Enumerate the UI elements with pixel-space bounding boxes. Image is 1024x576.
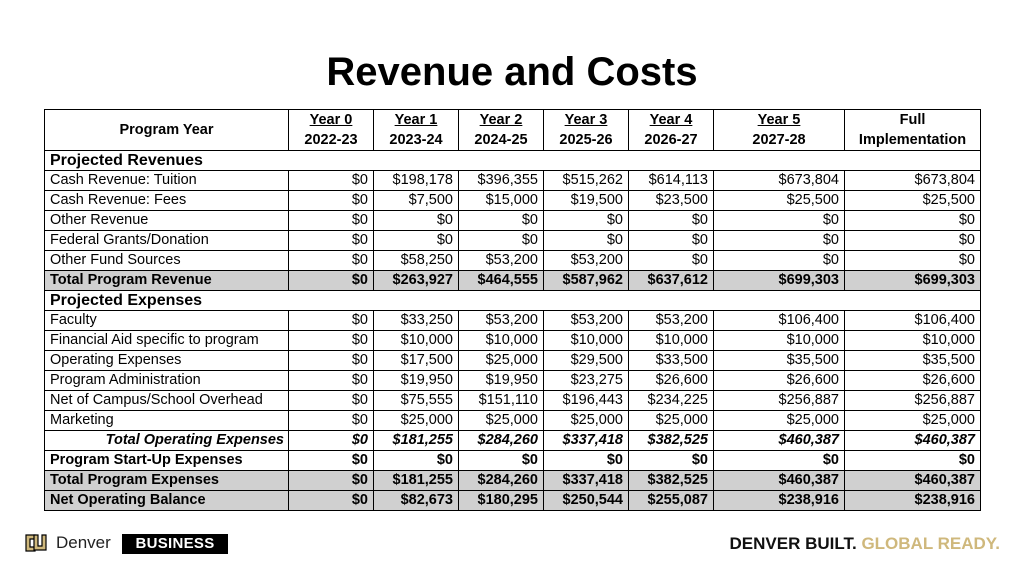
row-value: $284,260	[459, 471, 544, 491]
row-value: $25,500	[714, 191, 845, 211]
row-value: $23,500	[629, 191, 714, 211]
row-value: $82,673	[374, 491, 459, 511]
table-row	[45, 211, 981, 231]
row-value: $0	[845, 231, 981, 251]
row-value: $10,000	[714, 331, 845, 351]
row-label: Financial Aid specific to program	[45, 331, 289, 351]
row-value: $19,950	[459, 371, 544, 391]
row-label: Other Revenue	[45, 211, 289, 231]
row-value: $250,544	[544, 491, 629, 511]
row-value: $673,804	[714, 171, 845, 191]
row-value: $7,500	[374, 191, 459, 211]
section-heading: Projected Expenses	[45, 291, 981, 311]
row-value: $181,255	[374, 471, 459, 491]
row-value: $0	[289, 411, 374, 431]
row-value: $106,400	[845, 311, 981, 331]
campus-name: Denver	[56, 533, 111, 552]
row-label: Cash Revenue: Fees	[45, 191, 289, 211]
row-value: $0	[629, 251, 714, 271]
row-label: Other Fund Sources	[45, 251, 289, 271]
row-label: Faculty	[45, 311, 289, 331]
row-value: $396,355	[459, 171, 544, 191]
row-value: $238,916	[714, 491, 845, 511]
row-value: $0	[845, 251, 981, 271]
page-title: Revenue and Costs	[326, 50, 698, 94]
row-value: $337,418	[544, 431, 629, 451]
row-value: $699,303	[714, 271, 845, 291]
row-value: $58,250	[374, 251, 459, 271]
row-value: $53,200	[459, 311, 544, 331]
row-value: $673,804	[845, 171, 981, 191]
row-value: $10,000	[459, 331, 544, 351]
row-value: $0	[289, 191, 374, 211]
row-value: $181,255	[374, 431, 459, 451]
net-balance-row	[45, 491, 981, 511]
row-value: $33,250	[374, 311, 459, 331]
row-value: $10,000	[845, 331, 981, 351]
row-value: $464,555	[459, 271, 544, 291]
row-value: $25,000	[459, 351, 544, 371]
header-row	[45, 110, 981, 151]
row-value: $0	[289, 491, 374, 511]
row-value: $151,110	[459, 391, 544, 411]
row-value: $0	[289, 211, 374, 231]
row-value: $17,500	[374, 351, 459, 371]
row-value: $0	[544, 231, 629, 251]
revenue-costs-table	[44, 109, 981, 511]
business-badge: BUSINESS	[122, 534, 228, 554]
row-value: $196,443	[544, 391, 629, 411]
row-value: $106,400	[714, 311, 845, 331]
row-value: $198,178	[374, 171, 459, 191]
column-header: Year 2 2024-25	[459, 110, 544, 151]
row-value: $587,962	[544, 271, 629, 291]
row-value: $0	[629, 451, 714, 471]
total-revenue-row	[45, 271, 981, 291]
tagline-part1: DENVER BUILT.	[729, 534, 857, 553]
row-label: Total Operating Expenses	[45, 431, 289, 451]
row-label: Marketing	[45, 411, 289, 431]
row-value: $0	[289, 271, 374, 291]
row-value: $0	[374, 211, 459, 231]
total-expenses-row	[45, 471, 981, 491]
row-value: $0	[459, 451, 544, 471]
row-value: $0	[845, 451, 981, 471]
row-label: Net Operating Balance	[45, 491, 289, 511]
row-value: $614,113	[629, 171, 714, 191]
section-expenses	[45, 291, 981, 311]
tagline	[730, 533, 1000, 555]
row-value: $0	[374, 231, 459, 251]
row-label: Program Start-Up Expenses	[45, 451, 289, 471]
row-value: $0	[289, 231, 374, 251]
column-header: Year 3 2025-26	[544, 110, 629, 151]
table-row	[45, 391, 981, 411]
row-value: $515,262	[544, 171, 629, 191]
row-value: $35,500	[714, 351, 845, 371]
row-value: $460,387	[714, 431, 845, 451]
column-header: Year 4 2026-27	[629, 110, 714, 151]
row-value: $0	[629, 231, 714, 251]
table-row	[45, 311, 981, 331]
table-row	[45, 231, 981, 251]
row-value: $53,200	[459, 251, 544, 271]
row-value: $0	[714, 211, 845, 231]
row-value: $0	[629, 211, 714, 231]
row-value: $25,000	[714, 411, 845, 431]
row-value: $256,887	[714, 391, 845, 411]
row-value: $15,000	[459, 191, 544, 211]
row-value: $0	[289, 311, 374, 331]
row-value: $0	[289, 171, 374, 191]
row-value: $0	[714, 251, 845, 271]
table-row	[45, 251, 981, 271]
row-value: $0	[459, 211, 544, 231]
row-label: Federal Grants/Donation	[45, 231, 289, 251]
row-value: $460,387	[845, 471, 981, 491]
row-label: Program Administration	[45, 371, 289, 391]
row-value: $263,927	[374, 271, 459, 291]
row-value: $284,260	[459, 431, 544, 451]
row-value: $75,555	[374, 391, 459, 411]
row-label: Total Program Expenses	[45, 471, 289, 491]
row-value: $19,950	[374, 371, 459, 391]
row-value: $26,600	[714, 371, 845, 391]
row-value: $637,612	[629, 271, 714, 291]
cu-denver-logo	[22, 530, 111, 556]
row-label: Operating Expenses	[45, 351, 289, 371]
row-value: $26,600	[845, 371, 981, 391]
row-value: $19,500	[544, 191, 629, 211]
startup-row	[45, 451, 981, 471]
row-value: $25,500	[845, 191, 981, 211]
table-row	[45, 331, 981, 351]
section-revenues	[45, 151, 981, 171]
cu-logo-icon	[22, 530, 48, 556]
row-value: $337,418	[544, 471, 629, 491]
row-value: $382,525	[629, 431, 714, 451]
row-value: $234,225	[629, 391, 714, 411]
row-value: $256,887	[845, 391, 981, 411]
row-value: $0	[289, 331, 374, 351]
row-value: $460,387	[845, 431, 981, 451]
row-value: $25,000	[544, 411, 629, 431]
row-value: $29,500	[544, 351, 629, 371]
row-value: $25,000	[845, 411, 981, 431]
row-value: $0	[289, 351, 374, 371]
table-row	[45, 411, 981, 431]
column-header: Full Implementation	[845, 110, 981, 151]
column-header: Year 5 2027-28	[714, 110, 845, 151]
row-label: Net of Campus/School Overhead	[45, 391, 289, 411]
row-label: Total Program Revenue	[45, 271, 289, 291]
row-value: $180,295	[459, 491, 544, 511]
row-value: $23,275	[544, 371, 629, 391]
row-value: $0	[289, 371, 374, 391]
row-value: $382,525	[629, 471, 714, 491]
row-value: $25,000	[374, 411, 459, 431]
row-value: $53,200	[629, 311, 714, 331]
row-value: $0	[374, 451, 459, 471]
row-value: $25,000	[459, 411, 544, 431]
row-value: $699,303	[845, 271, 981, 291]
column-header: Year 0 2022-23	[289, 110, 374, 151]
row-value: $0	[459, 231, 544, 251]
table-row	[45, 371, 981, 391]
program-year-header: Program Year	[45, 110, 289, 151]
row-value: $0	[714, 451, 845, 471]
table-row	[45, 351, 981, 371]
row-value: $25,000	[629, 411, 714, 431]
row-value: $0	[289, 451, 374, 471]
row-value: $10,000	[374, 331, 459, 351]
tagline-part2: GLOBAL READY.	[861, 534, 1000, 553]
row-label: Cash Revenue: Tuition	[45, 171, 289, 191]
row-value: $0	[845, 211, 981, 231]
row-value: $460,387	[714, 471, 845, 491]
row-value: $33,500	[629, 351, 714, 371]
row-value: $0	[289, 251, 374, 271]
row-value: $255,087	[629, 491, 714, 511]
total-operating-row	[45, 431, 981, 451]
column-header: Year 1 2023-24	[374, 110, 459, 151]
row-value: $0	[544, 211, 629, 231]
table-row	[45, 191, 981, 211]
row-value: $26,600	[629, 371, 714, 391]
row-value: $0	[289, 391, 374, 411]
row-value: $0	[289, 471, 374, 491]
table-row	[45, 171, 981, 191]
row-value: $10,000	[629, 331, 714, 351]
row-value: $10,000	[544, 331, 629, 351]
row-value: $53,200	[544, 311, 629, 331]
row-value: $35,500	[845, 351, 981, 371]
row-value: $238,916	[845, 491, 981, 511]
row-value: $0	[289, 431, 374, 451]
row-value: $53,200	[544, 251, 629, 271]
section-heading: Projected Revenues	[45, 151, 981, 171]
row-value: $0	[714, 231, 845, 251]
row-value: $0	[544, 451, 629, 471]
